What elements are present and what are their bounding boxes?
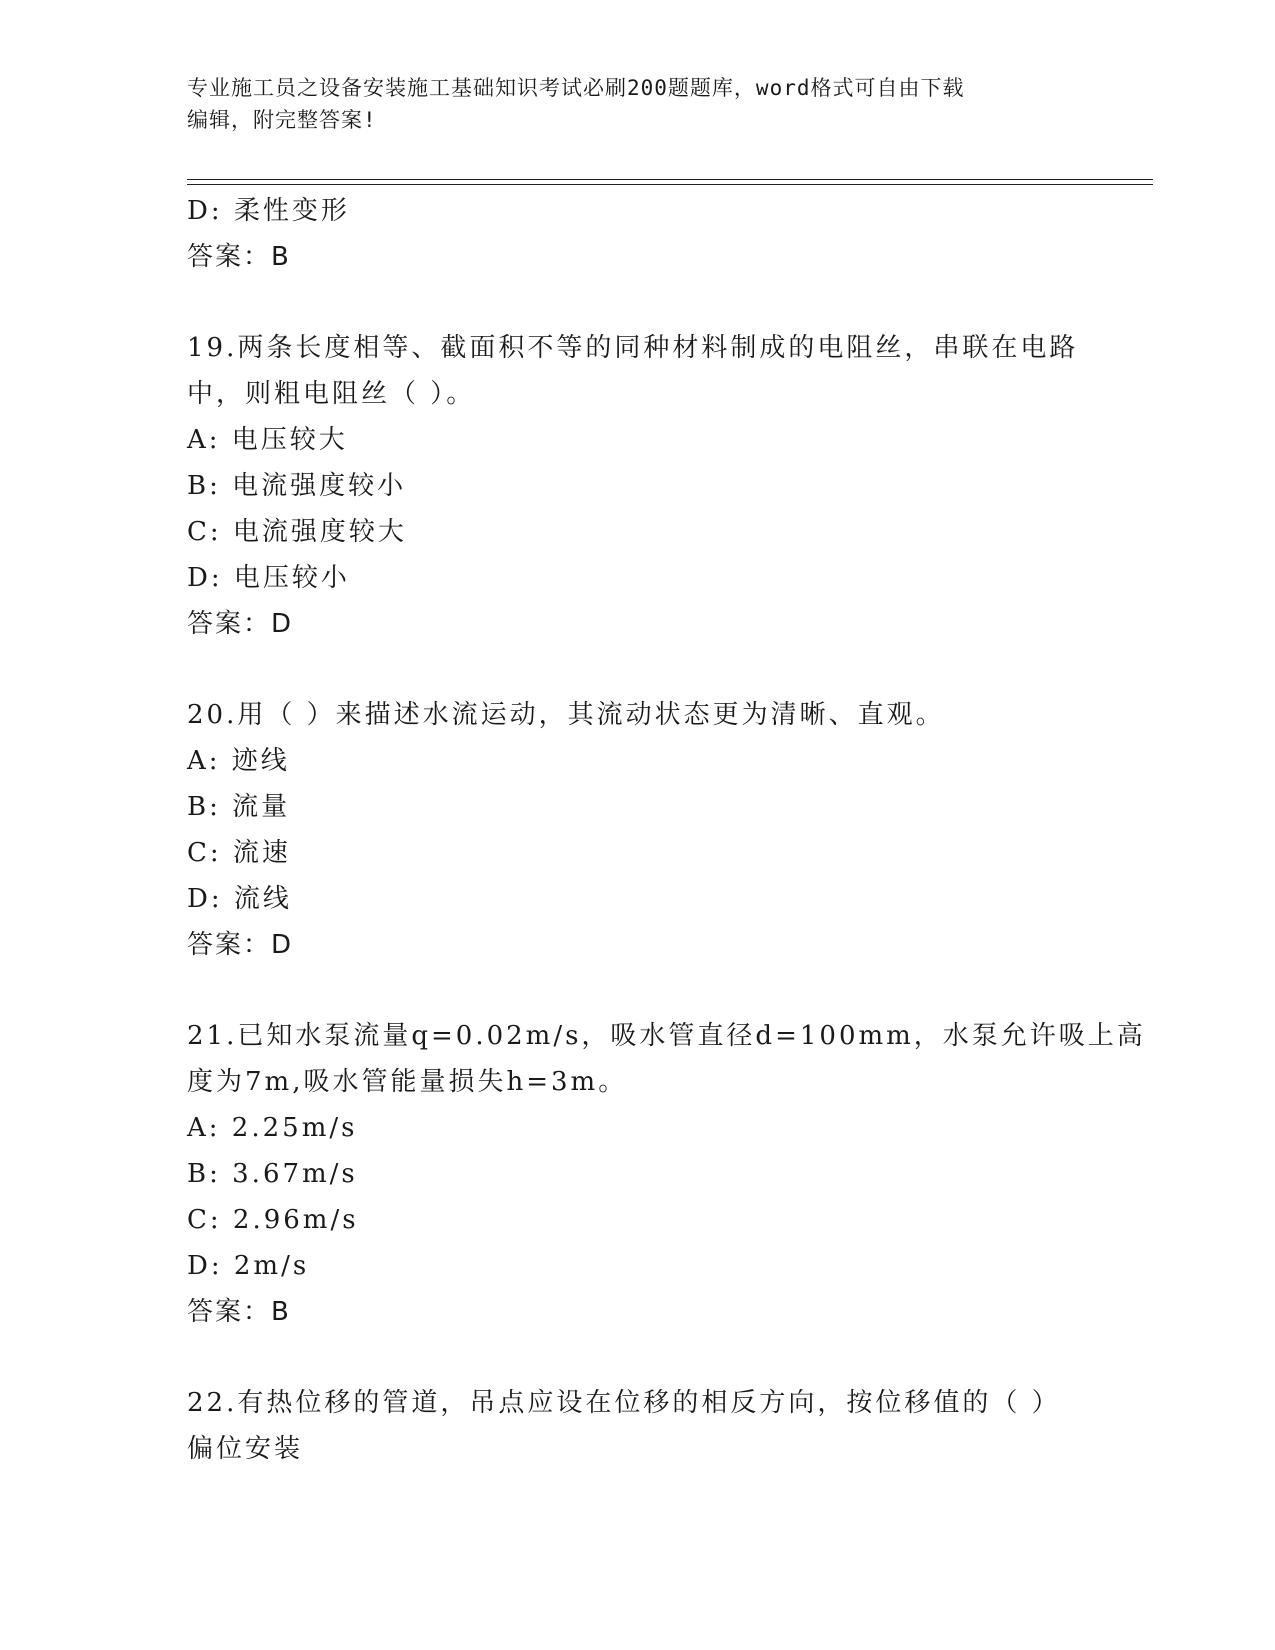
answer-line: 答案：B — [187, 242, 291, 272]
question-content — [187, 188, 1146, 1472]
answer-line: 答案：D — [187, 930, 294, 960]
spacer — [187, 280, 1087, 325]
question-stem: 21.已知水泵流量q=0.02m/s，吸水管直径d=100mm，水泵允许吸上高 — [187, 1021, 1146, 1051]
option-c: C: 2.96m/s — [187, 1205, 359, 1235]
option-a: A: 迹线 — [187, 746, 290, 776]
answer-line: 答案：B — [187, 1297, 291, 1327]
header-divider-top — [187, 179, 1153, 180]
option-c: C: 流速 — [187, 838, 291, 868]
option-d: D: 流线 — [187, 884, 292, 914]
option-b: B: 3.67m/s — [187, 1159, 358, 1189]
question-stem: 19.两条长度相等、截面积不等的同种材料制成的电阻丝，串联在电路 — [187, 333, 1079, 363]
option-b: B: 流量 — [187, 792, 291, 822]
option-d: D: 柔性变形 — [187, 196, 350, 226]
option-b: B: 电流强度较小 — [187, 471, 407, 501]
option-d: D: 电压较小 — [187, 563, 350, 593]
question-stem-continued: 偏位安装 — [187, 1434, 304, 1464]
header-divider-bottom — [187, 184, 1153, 185]
question-stem: 22.有热位移的管道，吊点应设在位移的相反方向，按位移值的（ ） — [187, 1388, 1061, 1418]
header-title-line1: 专业施工员之设备安装施工基础知识考试必刷200题题库，word格式可自由下载 — [187, 76, 965, 100]
spacer — [187, 968, 1087, 1013]
question-22 — [187, 1380, 1087, 1472]
option-a: A: 电压较大 — [187, 425, 348, 455]
question-stem-continued: 度为7m,吸水管能量损失h=3m。 — [187, 1067, 628, 1097]
answer-line: 答案：D — [187, 609, 294, 639]
option-d: D: 2m/s — [187, 1251, 310, 1281]
spacer — [187, 1335, 1087, 1380]
question-20 — [187, 692, 1087, 968]
question-stem-continued: 中，则粗电阻丝（ ）。 — [187, 379, 476, 409]
option-c: C: 电流强度较大 — [187, 517, 407, 547]
question-19 — [187, 325, 1087, 647]
document-header — [187, 72, 1087, 136]
header-title-line2: 编辑，附完整答案! — [187, 108, 377, 132]
question-stem: 20.用（ ）来描述水流运动，其流动状态更为清晰、直观。 — [187, 700, 945, 730]
option-a: A: 2.25m/s — [187, 1113, 358, 1143]
spacer — [187, 647, 1087, 692]
question-21 — [187, 1013, 1146, 1335]
